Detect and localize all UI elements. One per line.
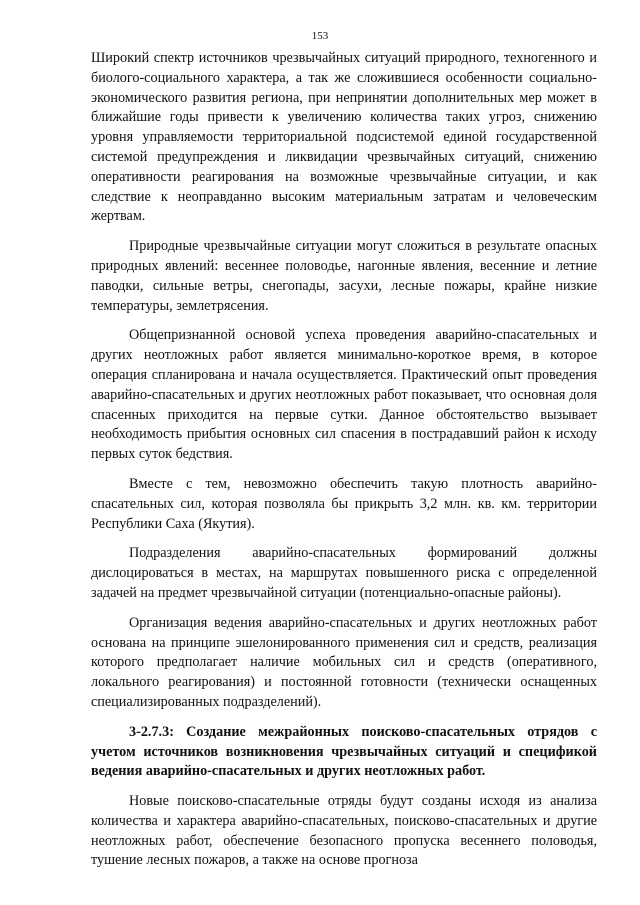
paragraph: Вместе с тем, невозможно обеспечить такую плотность аварийно-спасательных сил, которая позволяла бы прикрыть 3,2 млн. кв. км. территории Республики Саха (Якутия). — [91, 475, 597, 532]
paragraph: Широкий спектр источников чрезвычайных ситуаций природного, техногенного и биолого-социального характера, а так же сложившиеся особенности социально-экономического развития региона, при непринятии дополнительных мер может в ближайшие годы привести к увеличению количества таких угроз, снижению уровня управляемости территориальной подсистемой единой государственной системой предупреждения и ликвидации чрезвычайных ситуаций, снижению оперативности реагирования на возможные чрезвычайные ситуации, и как следствие к неоправданно высоким материальным затратам и человеческим жертвам. — [91, 50, 597, 225]
paragraph: Природные чрезвычайные ситуации могут сложиться в результате опасных природных явлений: весеннее половодье, нагонные явления, весенние и летние паводки, сильные ветры, снегопады, засухи, лесные пожары, крайне низкие температуры, землетрясения. — [91, 238, 597, 314]
section-heading: 3-2.7.3: Создание межрайонных поисково-спасательных отрядов с учетом источников возникновения чрезвычайных ситуаций и спецификой ведения аварийно-спасательных и других неотложных работ. — [91, 723, 597, 780]
page-number: 153 — [311, 30, 329, 42]
paragraph: Общепризнанной основой успеха проведения аварийно-спасательных и других неотложных работ является минимально-короткое время, в которое операция спланирована и начала осуществляется. Практический опыт проведения аварийно-спасательных и других неотложных работ показывает, что основная доля спасенных приходится на первые сутки. Данное обстоятельство вызывает необходимость прибытия основных сил спасения в пострадавший район к исходу первых суток бедствия. — [91, 327, 597, 463]
paragraph: Подразделения аварийно-спасательных формирований должны дислоцироваться в местах, на маршрутах повышенного риска с определенной задачей на предмет чрезвычайной ситуации (потенциально-опасные районы). — [91, 545, 597, 601]
paragraph: Новые поисково-спасательные отряды будут созданы исходя из анализа количества и характера аварийно-спасательных, поисково-спасательных и другие неотложных работ, обеспечение безопасного пропуска весеннего половодья, тушение лесных пожаров, а также на основе прогноза — [91, 793, 597, 869]
paragraph: Организация ведения аварийно-спасательных и других неотложных работ основана на принципе эшелонированного применения сил и средств, реализация которого предполагает наличие мобильных сил и средств (оперативного, локального реагирования) и постоянной готовности (технически оснащенных специализированных подразделений). — [91, 614, 597, 710]
document-body — [91, 49, 597, 881]
